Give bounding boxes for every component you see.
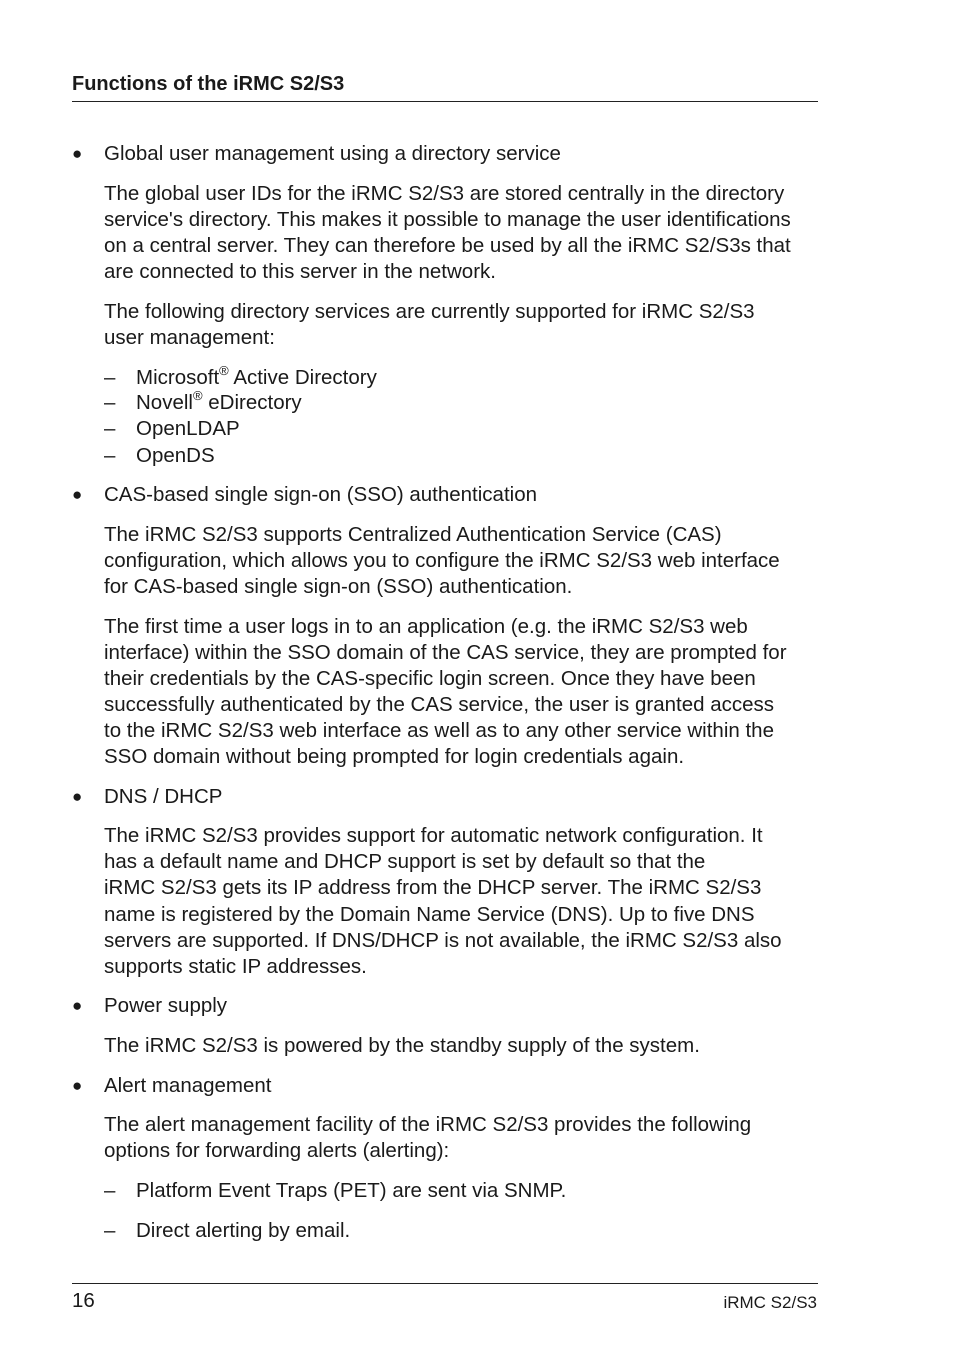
paragraph-line: SSO domain without being prompted for login credentials again. (104, 745, 685, 768)
list-dash: – (104, 366, 116, 389)
paragraph-line: iRMC S2/S3 gets its IP address from the DHCP server. The iRMC S2/S3 (104, 876, 762, 899)
paragraph-line: The global user IDs for the iRMC S2/S3 are stored centrally in the directory (104, 182, 785, 205)
paragraph-line: interface) within the SSO domain of the CAS service, they are prompted for (104, 641, 787, 664)
directory-service-item: Microsoft® Active Directory (136, 363, 377, 389)
bullet-cas: ● (72, 485, 83, 504)
paragraph-line: service's directory. This makes it possible to manage the user identifications (104, 208, 791, 231)
running-header-title: Functions of the iRMC S2/S3 (72, 73, 345, 95)
registered-mark: ® (219, 363, 229, 378)
paragraph-line: successfully authenticated by the CAS service, the user is granted access (104, 693, 775, 716)
directory-service-item: Novell® eDirectory (136, 388, 302, 414)
paragraph-line: on a central server. They can therefore be used by all the iRMC S2/S3s that (104, 234, 791, 257)
registered-mark: ® (192, 388, 203, 403)
page-number: 16 (72, 1289, 95, 1312)
section-heading: Power supply (104, 994, 228, 1017)
section-heading: DNS / DHCP (104, 785, 223, 808)
paragraph-line: their credentials by the CAS-specific login screen. Once they have been (104, 667, 756, 690)
list-dash: – (104, 1179, 116, 1202)
section-heading: CAS-based single sign-on (SSO) authentication (104, 483, 538, 506)
bullet-alert: ● (72, 1076, 83, 1095)
paragraph-line: has a default name and DHCP support is set by default so that the (104, 850, 706, 873)
paragraph-line: The iRMC S2/S3 supports Centralized Authentication Service (CAS) (104, 523, 722, 546)
paragraph-line: The iRMC S2/S3 is powered by the standby supply of the system. (104, 1034, 700, 1057)
section-heading: Alert management (104, 1074, 272, 1097)
paragraph-line: are connected to this server in the network. (104, 260, 496, 283)
paragraph-line: The first time a user logs in to an application (e.g. the iRMC S2/S3 web (104, 615, 748, 638)
paragraph-line: The alert management facility of the iRMC S2/S3 provides the following (104, 1113, 752, 1136)
paragraph-line: name is registered by the Domain Name Service (DNS). Up to five DNS (104, 903, 755, 926)
paragraph-line: configuration, which allows you to configure the iRMC S2/S3 web interface (104, 549, 780, 572)
footer-rule (72, 1283, 818, 1284)
list-dash: – (104, 391, 116, 414)
section-heading: Global user management using a directory service (104, 142, 561, 165)
header-rule (72, 101, 818, 102)
bullet-global: ● (72, 144, 83, 163)
footer-doc-title: iRMC S2/S3 (723, 1293, 817, 1312)
bullet-power: ● (72, 996, 83, 1015)
directory-service-item: OpenLDAP (136, 417, 240, 440)
paragraph-line: to the iRMC S2/S3 web interface as well as to any other service within the (104, 719, 774, 742)
bullet-dns: ● (72, 787, 83, 806)
paragraph-line: The iRMC S2/S3 provides support for automatic network configuration. It (104, 824, 763, 847)
paragraph-line: servers are supported. If DNS/DHCP is not available, the iRMC S2/S3 also (104, 929, 782, 952)
alert-option-item: Direct alerting by email. (136, 1219, 351, 1242)
list-dash: – (104, 444, 116, 467)
list-dash: – (104, 417, 116, 440)
paragraph-line: user management: (104, 326, 275, 349)
paragraph-line: for CAS-based single sign-on (SSO) authentication. (104, 575, 573, 598)
alert-option-item: Platform Event Traps (PET) are sent via SNMP. (136, 1179, 567, 1202)
paragraph-line: The following directory services are currently supported for iRMC S2/S3 (104, 300, 755, 323)
paragraph-line: supports static IP addresses. (104, 955, 367, 978)
paragraph-line: options for forwarding alerts (alerting): (104, 1139, 450, 1162)
directory-service-item: OpenDS (136, 444, 215, 467)
list-dash: – (104, 1219, 116, 1242)
